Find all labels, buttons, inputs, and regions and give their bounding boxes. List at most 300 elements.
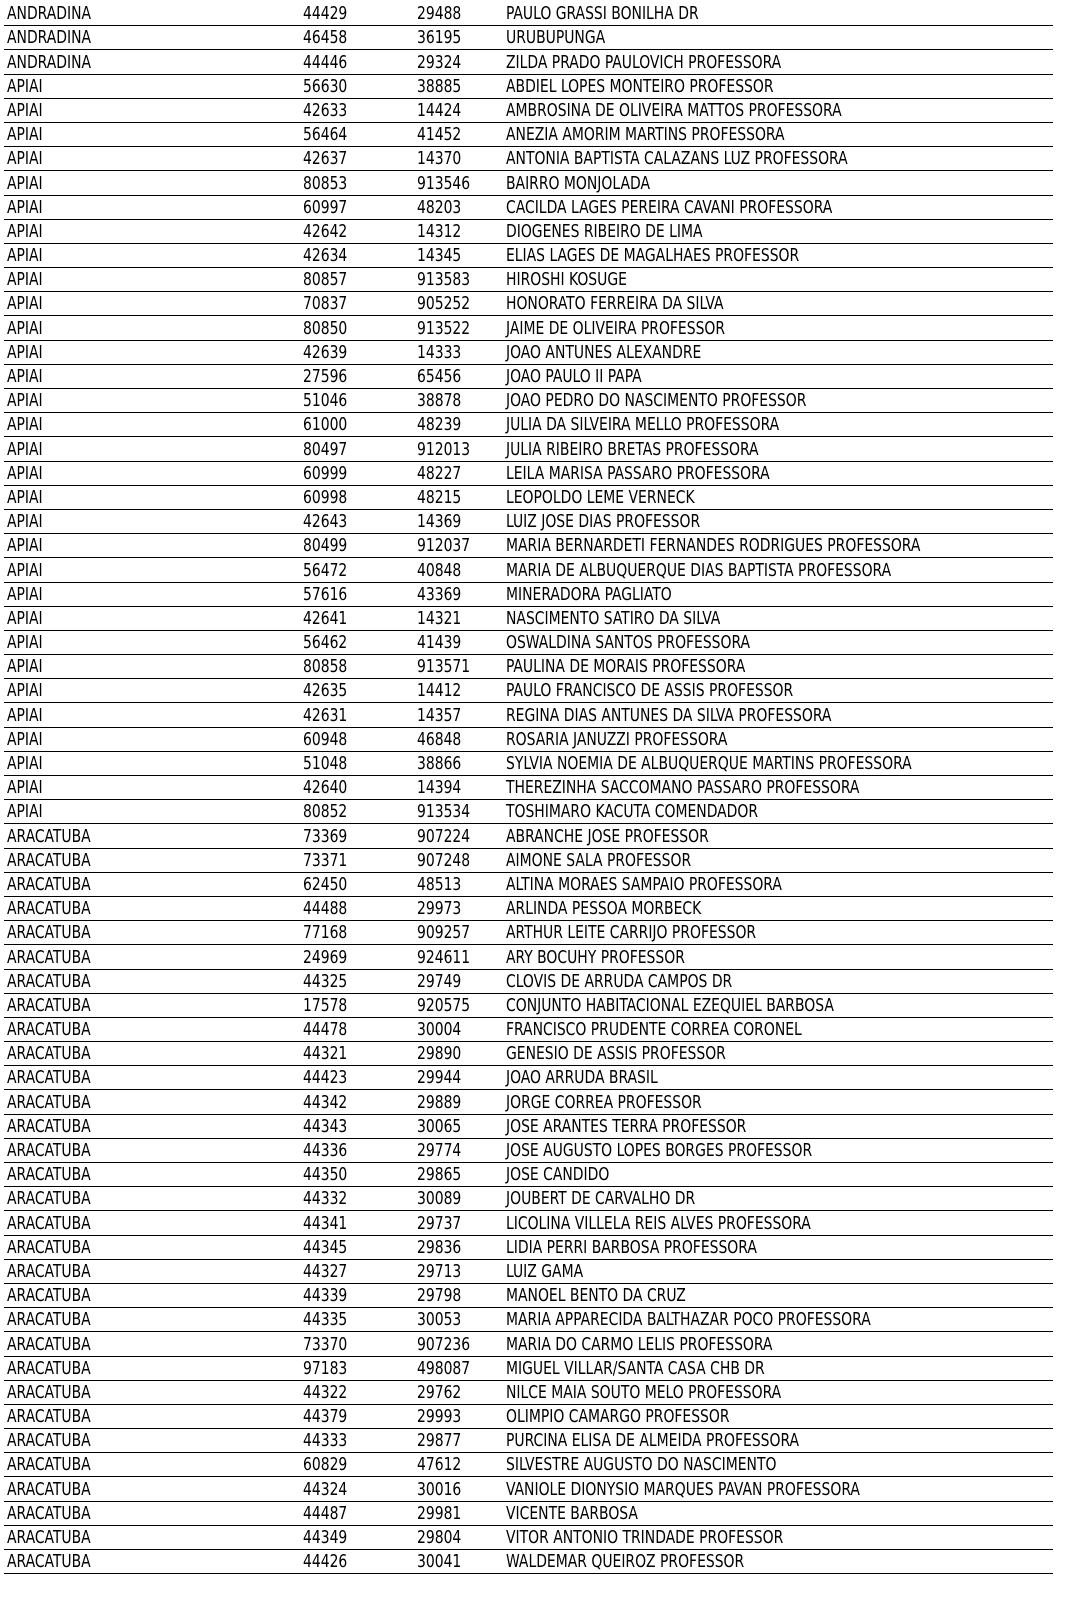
- school-name-cell: [503, 1138, 1053, 1162]
- school-name-cell-text: JOSE CANDIDO: [506, 1164, 610, 1186]
- table-row: [4, 292, 1053, 316]
- municipality-cell: [4, 1380, 300, 1404]
- code-a-cell-text: 42635: [303, 680, 348, 702]
- table-row: [4, 1404, 1053, 1428]
- school-name-cell-text: TOSHIMARO KACUTA COMENDADOR: [506, 801, 759, 823]
- code-a-cell-text: 44345: [303, 1236, 348, 1258]
- code-b-cell: [414, 485, 503, 509]
- municipality-cell: [4, 1187, 300, 1211]
- code-a-cell-text: 44333: [303, 1430, 348, 1452]
- school-name-cell: [503, 340, 1053, 364]
- table-row: [4, 1477, 1053, 1501]
- school-name-cell-text: MIGUEL VILLAR/SANTA CASA CHB DR: [506, 1357, 765, 1379]
- code-a-cell-text: 62450: [303, 873, 348, 895]
- table-row: [4, 509, 1053, 533]
- code-a-cell-text: 44429: [303, 3, 348, 25]
- municipality-cell-text: ARACATUBA: [7, 825, 91, 847]
- municipality-cell-text: APIAI: [7, 559, 43, 581]
- code-b-cell: [414, 74, 503, 98]
- school-name-cell-text: SYLVIA NOEMIA DE ALBUQUERQUE MARTINS PROFESSORA: [506, 753, 912, 774]
- code-b-cell-text: 29877: [417, 1430, 462, 1452]
- code-a-cell: [300, 1453, 414, 1477]
- school-name-cell: [503, 1308, 1053, 1332]
- municipality-cell-text: ARACATUBA: [7, 994, 91, 1016]
- code-b-cell: [414, 1138, 503, 1162]
- school-name-cell: [503, 219, 1053, 243]
- code-b-cell-text: 29836: [417, 1236, 462, 1258]
- municipality-cell-text: ARACATUBA: [7, 1406, 91, 1428]
- table-row: [4, 558, 1053, 582]
- code-b-cell-text: 924611: [417, 946, 471, 968]
- municipality-cell-text: ARACATUBA: [7, 1478, 91, 1500]
- school-name-cell: [503, 1550, 1053, 1574]
- school-name-cell: [503, 98, 1053, 122]
- code-b-cell-text: 38878: [417, 390, 462, 412]
- municipality-cell: [4, 316, 300, 340]
- municipality-cell-text: ARACATUBA: [7, 1430, 91, 1452]
- code-b-cell-text: 913583: [417, 269, 471, 291]
- code-a-cell: [300, 147, 414, 171]
- code-b-cell-text: 29713: [417, 1260, 462, 1282]
- code-b-cell: [414, 1404, 503, 1428]
- code-a-cell: [300, 872, 414, 896]
- school-name-cell-text: GENESIO DE ASSIS PROFESSOR: [506, 1043, 726, 1065]
- code-a-cell: [300, 2, 414, 26]
- code-a-cell-text: 60998: [303, 486, 348, 508]
- municipality-cell-text: APIAI: [7, 535, 43, 557]
- code-b-cell-text: 14312: [417, 220, 462, 242]
- code-a-cell-text: 44325: [303, 970, 348, 992]
- table-row: [4, 1380, 1053, 1404]
- code-b-cell: [414, 1066, 503, 1090]
- school-name-cell: [503, 921, 1053, 945]
- municipality-cell: [4, 485, 300, 509]
- school-name-cell: [503, 74, 1053, 98]
- code-a-cell-text: 17578: [303, 994, 348, 1016]
- code-a-cell: [300, 1163, 414, 1187]
- code-b-cell-text: 65456: [417, 366, 462, 387]
- municipality-cell-text: APIAI: [7, 438, 43, 460]
- table-row: [4, 1429, 1053, 1453]
- school-name-cell-text: JOAO ARRUDA BRASIL: [506, 1067, 658, 1089]
- municipality-cell: [4, 147, 300, 171]
- code-b-cell-text: 30041: [417, 1551, 462, 1573]
- school-name-cell-text: JOAO PEDRO DO NASCIMENTO PROFESSOR: [506, 390, 807, 412]
- school-name-cell-text: ARY BOCUHY PROFESSOR: [506, 946, 685, 968]
- table-row: [4, 800, 1053, 824]
- municipality-cell: [4, 848, 300, 872]
- school-name-cell-text: CACILDA LAGES PEREIRA CAVANI PROFESSORA: [506, 196, 833, 218]
- code-a-cell: [300, 268, 414, 292]
- code-a-cell: [300, 751, 414, 775]
- school-name-cell-text: FRANCISCO PRUDENTE CORREA CORONEL: [506, 1019, 802, 1041]
- school-name-cell-text: ABDIEL LOPES MONTEIRO PROFESSOR: [506, 75, 774, 97]
- school-name-cell-text: NASCIMENTO SATIRO DA SILVA: [506, 607, 721, 629]
- table-row: [4, 1356, 1053, 1380]
- code-b-cell: [414, 751, 503, 775]
- code-a-cell-text: 56472: [303, 559, 348, 581]
- municipality-cell-text: APIAI: [7, 293, 43, 315]
- code-b-cell-text: 29865: [417, 1164, 462, 1186]
- code-a-cell: [300, 50, 414, 74]
- code-a-cell-text: 80852: [303, 801, 348, 823]
- code-a-cell-text: 44446: [303, 51, 348, 73]
- school-name-cell-text: JULIA DA SILVEIRA MELLO PROFESSORA: [506, 414, 780, 436]
- municipality-cell: [4, 292, 300, 316]
- table-row: [4, 171, 1053, 195]
- municipality-cell-text: ANDRADINA: [7, 27, 92, 49]
- municipality-cell: [4, 1332, 300, 1356]
- code-b-cell: [414, 1259, 503, 1283]
- code-b-cell: [414, 2, 503, 26]
- code-b-cell: [414, 292, 503, 316]
- code-a-cell-text: 42643: [303, 511, 348, 533]
- code-b-cell: [414, 389, 503, 413]
- municipality-cell-text: APIAI: [7, 680, 43, 702]
- table-row: [4, 1090, 1053, 1114]
- code-a-cell-text: 51048: [303, 753, 348, 774]
- municipality-cell-text: APIAI: [7, 414, 43, 436]
- code-a-cell-text: 44423: [303, 1067, 348, 1089]
- municipality-cell-text: APIAI: [7, 704, 43, 726]
- table-row: [4, 243, 1053, 267]
- code-a-cell: [300, 945, 414, 969]
- school-name-cell: [503, 1211, 1053, 1235]
- table-row: [4, 340, 1053, 364]
- code-b-cell-text: 29762: [417, 1381, 462, 1403]
- code-b-cell: [414, 848, 503, 872]
- code-a-cell: [300, 195, 414, 219]
- code-a-cell-text: 61000: [303, 414, 348, 436]
- table-row: [4, 848, 1053, 872]
- code-b-cell: [414, 1429, 503, 1453]
- table-row: [4, 921, 1053, 945]
- code-a-cell: [300, 437, 414, 461]
- school-name-cell-text: MARIA DE ALBUQUERQUE DIAS BAPTISTA PROFESSORA: [506, 559, 892, 581]
- code-b-cell: [414, 582, 503, 606]
- municipality-cell: [4, 703, 300, 727]
- municipality-cell: [4, 1429, 300, 1453]
- school-name-cell-text: JOSE AUGUSTO LOPES BORGES PROFESSOR: [506, 1140, 813, 1161]
- code-a-cell-text: 42641: [303, 607, 348, 629]
- code-a-cell: [300, 1477, 414, 1501]
- code-b-cell-text: 907248: [417, 849, 471, 871]
- code-b-cell-text: 41439: [417, 632, 462, 654]
- school-name-cell: [503, 1017, 1053, 1041]
- table-row: [4, 316, 1053, 340]
- municipality-cell-text: APIAI: [7, 148, 43, 170]
- code-a-cell: [300, 1404, 414, 1428]
- code-a-cell-text: 60999: [303, 462, 348, 484]
- municipality-cell: [4, 558, 300, 582]
- code-b-cell-text: 913534: [417, 801, 471, 823]
- municipality-cell: [4, 655, 300, 679]
- school-name-cell: [503, 945, 1053, 969]
- school-name-cell-text: ROSARIA JANUZZI PROFESSORA: [506, 728, 728, 750]
- code-b-cell: [414, 1550, 503, 1574]
- municipality-cell: [4, 824, 300, 848]
- code-b-cell-text: 29973: [417, 898, 462, 920]
- code-a-cell: [300, 364, 414, 388]
- code-a-cell-text: 44324: [303, 1478, 348, 1500]
- code-b-cell: [414, 824, 503, 848]
- code-b-cell: [414, 776, 503, 800]
- code-a-cell: [300, 921, 414, 945]
- municipality-cell: [4, 268, 300, 292]
- municipality-cell: [4, 872, 300, 896]
- table-row: [4, 1017, 1053, 1041]
- code-a-cell: [300, 316, 414, 340]
- municipality-cell: [4, 630, 300, 654]
- code-a-cell-text: 24969: [303, 946, 348, 968]
- school-name-cell: [503, 1477, 1053, 1501]
- code-b-cell-text: 29324: [417, 51, 462, 73]
- municipality-cell: [4, 606, 300, 630]
- table-row: [4, 1211, 1053, 1235]
- code-b-cell-text: 14357: [417, 704, 462, 726]
- code-b-cell: [414, 655, 503, 679]
- school-name-cell-text: SILVESTRE AUGUSTO DO NASCIMENTO: [506, 1454, 777, 1476]
- school-name-cell: [503, 413, 1053, 437]
- table-row: [4, 50, 1053, 74]
- municipality-cell-text: ARACATUBA: [7, 1502, 91, 1524]
- school-name-cell: [503, 848, 1053, 872]
- code-b-cell: [414, 1453, 503, 1477]
- code-b-cell: [414, 1380, 503, 1404]
- code-a-cell-text: 44488: [303, 898, 348, 920]
- table-row: [4, 776, 1053, 800]
- school-name-cell: [503, 534, 1053, 558]
- code-a-cell: [300, 74, 414, 98]
- school-name-cell-text: ALTINA MORAES SAMPAIO PROFESSORA: [506, 873, 782, 895]
- school-name-cell-text: PURCINA ELISA DE ALMEIDA PROFESSORA: [506, 1430, 800, 1452]
- table-row: [4, 945, 1053, 969]
- code-a-cell: [300, 1090, 414, 1114]
- code-b-cell-text: 909257: [417, 922, 471, 944]
- code-b-cell: [414, 1042, 503, 1066]
- code-a-cell: [300, 727, 414, 751]
- municipality-cell-text: APIAI: [7, 728, 43, 750]
- school-name-cell-text: CLOVIS DE ARRUDA CAMPOS DR: [506, 970, 733, 992]
- code-a-cell-text: 44342: [303, 1091, 348, 1113]
- code-a-cell: [300, 171, 414, 195]
- code-b-cell: [414, 1187, 503, 1211]
- table-row: [4, 268, 1053, 292]
- municipality-cell: [4, 243, 300, 267]
- code-b-cell: [414, 921, 503, 945]
- school-name-cell-text: OLIMPIO CAMARGO PROFESSOR: [506, 1406, 730, 1428]
- school-name-cell: [503, 364, 1053, 388]
- school-name-cell-text: JULIA RIBEIRO BRETAS PROFESSORA: [506, 438, 759, 460]
- municipality-cell-text: APIAI: [7, 486, 43, 508]
- code-b-cell: [414, 437, 503, 461]
- code-b-cell-text: 907224: [417, 825, 471, 847]
- school-name-cell: [503, 1380, 1053, 1404]
- code-b-cell: [414, 534, 503, 558]
- table-row: [4, 1283, 1053, 1307]
- code-b-cell: [414, 219, 503, 243]
- municipality-cell-text: ARACATUBA: [7, 873, 91, 895]
- code-b-cell: [414, 896, 503, 920]
- code-a-cell-text: 46458: [303, 27, 348, 49]
- code-a-cell-text: 77168: [303, 922, 348, 944]
- school-name-cell-text: AMBROSINA DE OLIVEIRA MATTOS PROFESSORA: [506, 99, 842, 121]
- school-name-cell: [503, 896, 1053, 920]
- code-b-cell-text: 46848: [417, 728, 462, 750]
- municipality-cell: [4, 751, 300, 775]
- municipality-cell-text: ARACATUBA: [7, 1285, 91, 1307]
- municipality-cell-text: APIAI: [7, 99, 43, 121]
- code-a-cell-text: 73370: [303, 1333, 348, 1355]
- code-b-cell-text: 41452: [417, 124, 462, 146]
- municipality-cell-text: ARACATUBA: [7, 1115, 91, 1137]
- code-a-cell-text: 42631: [303, 704, 348, 726]
- table-row: [4, 219, 1053, 243]
- school-name-cell-text: PAULO FRANCISCO DE ASSIS PROFESSOR: [506, 680, 794, 702]
- table-row: [4, 993, 1053, 1017]
- municipality-cell-text: ARACATUBA: [7, 1527, 91, 1548]
- school-name-cell-text: LEILA MARISA PASSARO PROFESSORA: [506, 462, 770, 484]
- municipality-cell: [4, 1404, 300, 1428]
- code-b-cell: [414, 630, 503, 654]
- municipality-cell-text: ARACATUBA: [7, 898, 91, 920]
- school-name-cell: [503, 147, 1053, 171]
- municipality-cell-text: ARACATUBA: [7, 970, 91, 992]
- code-a-cell-text: 70837: [303, 293, 348, 315]
- code-b-cell-text: 30004: [417, 1019, 462, 1041]
- code-b-cell-text: 48239: [417, 414, 462, 436]
- table-row: [4, 2, 1053, 26]
- code-a-cell-text: 80497: [303, 438, 348, 460]
- school-name-cell-text: JOUBERT DE CARVALHO DR: [506, 1188, 696, 1210]
- municipality-cell-text: ARACATUBA: [7, 1333, 91, 1355]
- code-b-cell-text: 30065: [417, 1115, 462, 1137]
- code-b-cell: [414, 1017, 503, 1041]
- school-name-cell: [503, 1187, 1053, 1211]
- school-name-cell-text: LEOPOLDO LEME VERNECK: [506, 486, 695, 508]
- code-a-cell-text: 44343: [303, 1115, 348, 1137]
- school-name-cell: [503, 122, 1053, 146]
- municipality-cell-text: APIAI: [7, 366, 43, 387]
- code-a-cell: [300, 848, 414, 872]
- municipality-cell-text: APIAI: [7, 172, 43, 194]
- code-b-cell-text: 30016: [417, 1478, 462, 1500]
- code-a-cell-text: 51046: [303, 390, 348, 412]
- code-a-cell-text: 56630: [303, 75, 348, 97]
- table-row: [4, 751, 1053, 775]
- school-name-cell: [503, 872, 1053, 896]
- code-a-cell: [300, 1380, 414, 1404]
- school-name-cell-text: ANTONIA BAPTISTA CALAZANS LUZ PROFESSORA: [506, 148, 848, 170]
- code-a-cell: [300, 1356, 414, 1380]
- municipality-cell: [4, 219, 300, 243]
- code-b-cell: [414, 993, 503, 1017]
- municipality-cell: [4, 534, 300, 558]
- code-b-cell: [414, 98, 503, 122]
- code-b-cell-text: 48203: [417, 196, 462, 218]
- municipality-cell-text: ANDRADINA: [7, 51, 92, 73]
- municipality-cell-text: ARACATUBA: [7, 1067, 91, 1089]
- code-a-cell: [300, 534, 414, 558]
- code-b-cell: [414, 969, 503, 993]
- code-a-cell-text: 44478: [303, 1019, 348, 1041]
- code-a-cell: [300, 1138, 414, 1162]
- code-b-cell: [414, 945, 503, 969]
- school-name-cell-text: ELIAS LAGES DE MAGALHAES PROFESSOR: [506, 245, 800, 267]
- school-name-cell: [503, 485, 1053, 509]
- municipality-cell-text: ARACATUBA: [7, 1164, 91, 1186]
- municipality-cell-text: ANDRADINA: [7, 3, 92, 25]
- municipality-cell-text: ARACATUBA: [7, 1309, 91, 1331]
- school-name-cell: [503, 243, 1053, 267]
- municipality-cell-text: ARACATUBA: [7, 1381, 91, 1403]
- code-b-cell: [414, 727, 503, 751]
- school-name-cell-text: LICOLINA VILLELA REIS ALVES PROFESSORA: [506, 1212, 811, 1234]
- municipality-cell: [4, 364, 300, 388]
- code-a-cell-text: 80858: [303, 656, 348, 678]
- municipality-cell-text: APIAI: [7, 801, 43, 823]
- municipality-cell: [4, 461, 300, 485]
- school-name-cell: [503, 1453, 1053, 1477]
- municipality-cell: [4, 582, 300, 606]
- code-a-cell-text: 80857: [303, 269, 348, 291]
- code-b-cell: [414, 558, 503, 582]
- school-name-cell-text: JORGE CORREA PROFESSOR: [506, 1091, 702, 1113]
- table-row: [4, 630, 1053, 654]
- code-b-cell-text: 14412: [417, 680, 462, 702]
- municipality-cell: [4, 896, 300, 920]
- table-row: [4, 1550, 1053, 1574]
- school-name-cell-text: PAULINA DE MORAIS PROFESSORA: [506, 656, 746, 678]
- code-b-cell-text: 14394: [417, 777, 462, 799]
- municipality-cell: [4, 1211, 300, 1235]
- code-a-cell: [300, 1066, 414, 1090]
- municipality-cell-text: APIAI: [7, 317, 43, 339]
- code-b-cell-text: 907236: [417, 1333, 471, 1355]
- table-row: [4, 1187, 1053, 1211]
- table-row: [4, 389, 1053, 413]
- code-b-cell-text: 38885: [417, 75, 462, 97]
- municipality-cell: [4, 1283, 300, 1307]
- code-a-cell-text: 44350: [303, 1164, 348, 1186]
- municipality-cell: [4, 800, 300, 824]
- municipality-cell-text: APIAI: [7, 269, 43, 291]
- table-row: [4, 147, 1053, 171]
- school-list-body: [4, 2, 1053, 1574]
- code-b-cell: [414, 1090, 503, 1114]
- school-name-cell-text: ARLINDA PESSOA MORBECK: [506, 898, 702, 920]
- municipality-cell: [4, 1356, 300, 1380]
- code-b-cell: [414, 195, 503, 219]
- municipality-cell-text: ARACATUBA: [7, 1019, 91, 1041]
- code-b-cell-text: 40848: [417, 559, 462, 581]
- municipality-cell: [4, 2, 300, 26]
- school-name-cell-text: CONJUNTO HABITACIONAL EZEQUIEL BARBOSA: [506, 994, 834, 1016]
- school-name-cell-text: JOSE ARANTES TERRA PROFESSOR: [506, 1115, 747, 1137]
- code-a-cell-text: 44349: [303, 1527, 348, 1548]
- school-name-cell-text: REGINA DIAS ANTUNES DA SILVA PROFESSORA: [506, 704, 832, 726]
- code-a-cell: [300, 1187, 414, 1211]
- code-b-cell: [414, 800, 503, 824]
- code-b-cell-text: 30089: [417, 1188, 462, 1210]
- code-b-cell: [414, 316, 503, 340]
- school-name-cell-text: ANEZIA AMORIM MARTINS PROFESSORA: [506, 124, 785, 146]
- municipality-cell: [4, 1163, 300, 1187]
- table-row: [4, 1501, 1053, 1525]
- code-a-cell-text: 56462: [303, 632, 348, 654]
- code-a-cell: [300, 630, 414, 654]
- code-b-cell: [414, 606, 503, 630]
